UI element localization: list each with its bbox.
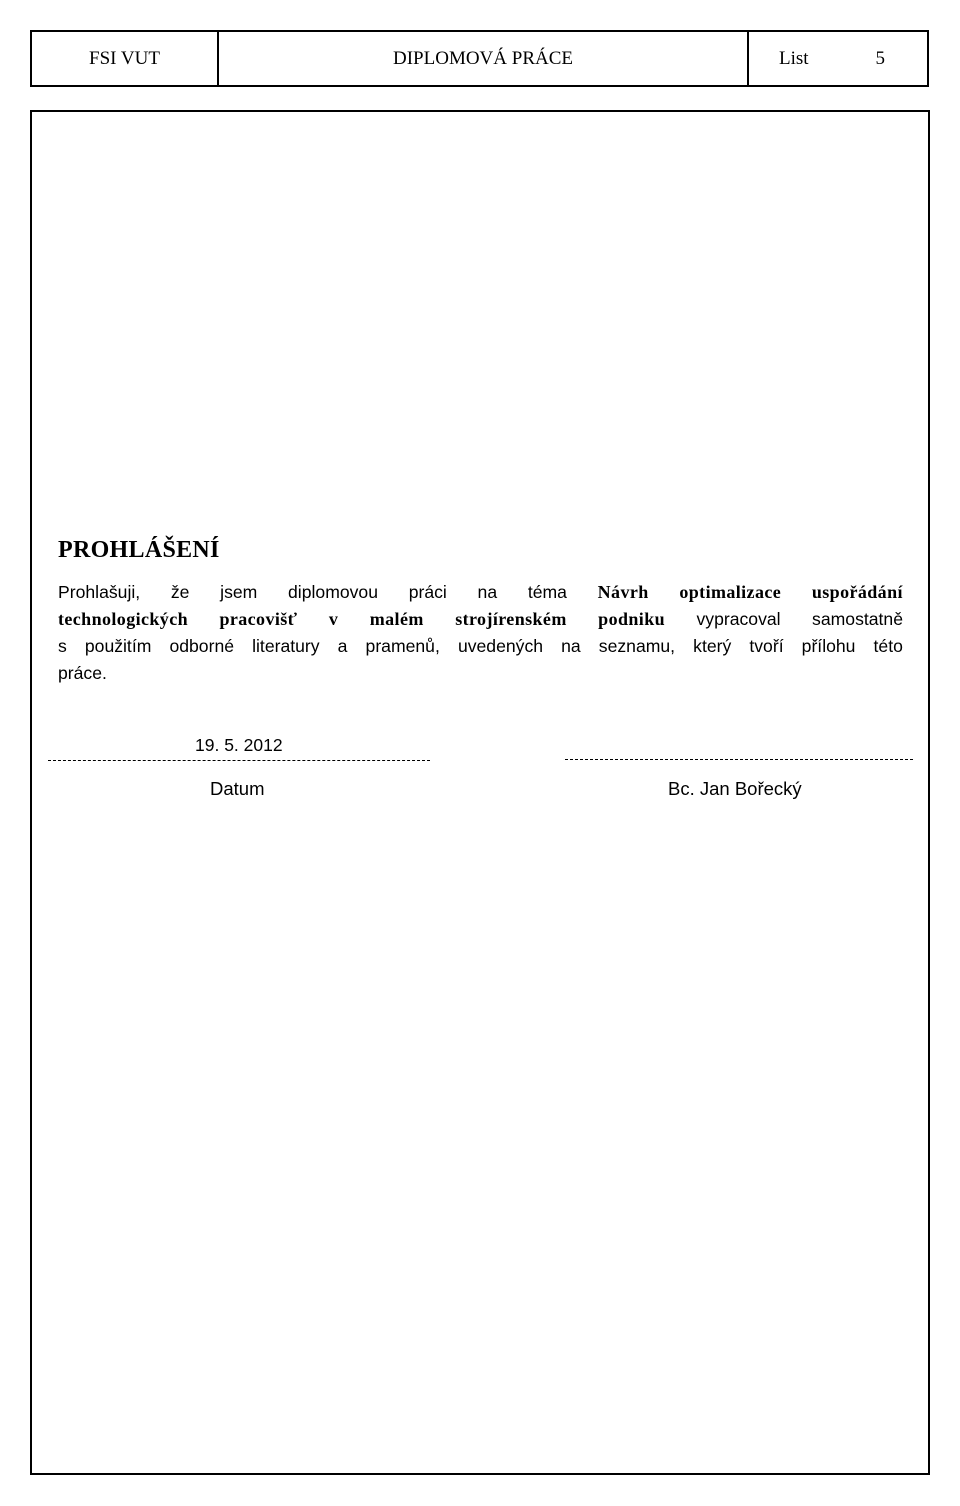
- declaration-paragraph: [58, 579, 903, 687]
- word: s: [58, 636, 67, 656]
- date-line: [48, 760, 430, 761]
- word: práce.: [58, 663, 107, 683]
- bold-word: strojírenském: [455, 609, 567, 629]
- word: seznamu,: [598, 636, 676, 656]
- word: na: [561, 636, 581, 656]
- paragraph-line: [58, 660, 903, 687]
- bold-word: pracovišť: [219, 609, 298, 629]
- word: diplomovou: [288, 582, 378, 602]
- signature-name: Bc. Jan Bořecký: [668, 778, 802, 799]
- header-doc-type: DIPLOMOVÁ PRÁCE: [219, 32, 749, 85]
- word: práci: [408, 582, 447, 602]
- bold-word: Návrh: [597, 582, 649, 602]
- word: téma: [527, 582, 567, 602]
- date-label: Datum: [210, 778, 265, 799]
- word: který: [693, 636, 732, 656]
- word: přílohu: [801, 636, 856, 656]
- word: že: [170, 582, 190, 602]
- word: literatury: [252, 636, 320, 656]
- bold-word: uspořádání: [811, 582, 903, 602]
- paragraph-line: [58, 633, 903, 660]
- bold-word: podniku: [598, 609, 666, 629]
- paragraph-line: [58, 606, 903, 633]
- date-value: 19. 5. 2012: [195, 735, 283, 755]
- header-sheet-number: 5: [875, 47, 885, 69]
- word: Prohlašuji,: [58, 582, 141, 602]
- bold-word: optimalizace: [679, 582, 782, 602]
- bold-word: technologických: [58, 609, 188, 629]
- page-header: [30, 30, 929, 87]
- word: a: [337, 636, 348, 656]
- header-sheet: [749, 32, 927, 85]
- word: tvoří: [749, 636, 784, 656]
- paragraph-line: [58, 579, 903, 606]
- bold-word: v: [328, 609, 339, 629]
- word: samostatně: [812, 609, 903, 629]
- word: uvedených: [457, 636, 544, 656]
- declaration-title: PROHLÁŠENÍ: [58, 537, 220, 563]
- word: na: [477, 582, 498, 602]
- header-sheet-label: List: [779, 47, 809, 69]
- word: pramenů,: [365, 636, 440, 656]
- word: této: [873, 636, 903, 656]
- signature-line: [565, 759, 913, 760]
- word: vypracoval: [696, 609, 781, 629]
- header-institution: FSI VUT: [32, 32, 219, 85]
- word: použitím: [84, 636, 152, 656]
- word: jsem: [220, 582, 258, 602]
- bold-word: malém: [369, 609, 424, 629]
- word: odborné: [169, 636, 235, 656]
